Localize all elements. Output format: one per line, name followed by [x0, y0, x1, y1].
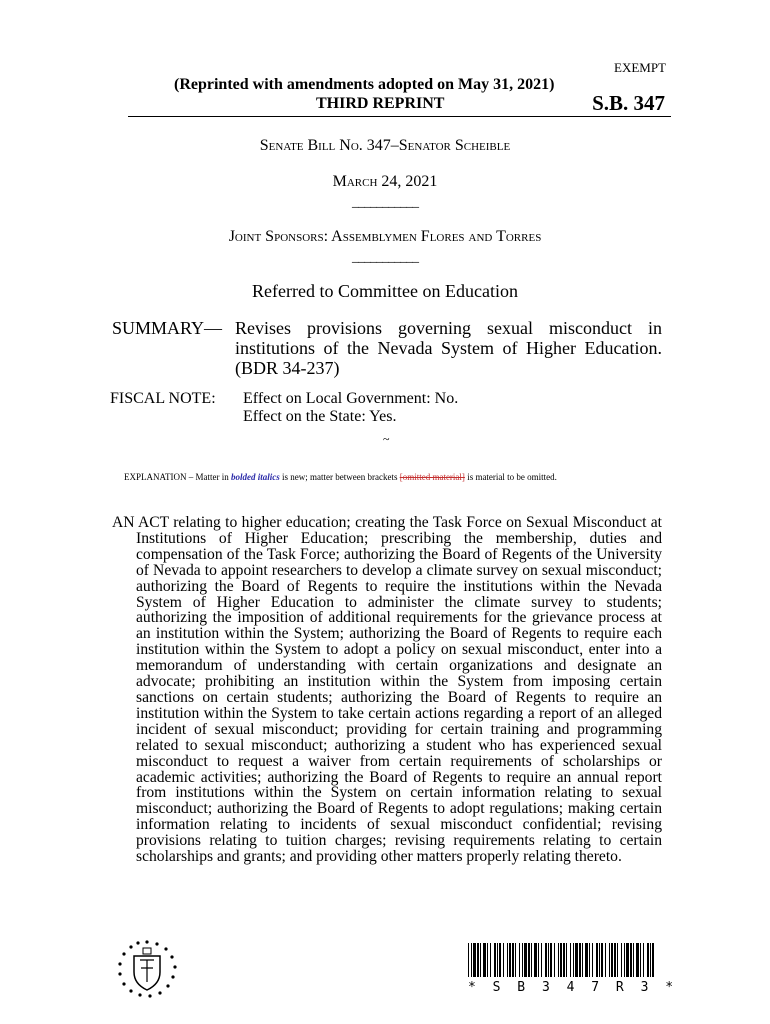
barcode-bar — [471, 943, 472, 977]
barcode-bar — [643, 943, 644, 977]
barcode-bar — [473, 943, 476, 977]
reprint-note: (Reprinted with amendments adopted on May 31, 2021) — [174, 76, 555, 93]
barcode-bar — [560, 943, 562, 977]
fiscal-label: FISCAL NOTE: — [110, 390, 216, 407]
explanation — [124, 472, 557, 482]
barcode-bar — [558, 943, 559, 977]
barcode-bar — [483, 943, 486, 977]
separator-2: ___________ — [352, 250, 418, 265]
barcode-bar — [512, 943, 514, 977]
barcode-bar — [596, 943, 598, 977]
bill-date: March 24, 2021 — [332, 173, 438, 190]
barcode-bar — [611, 943, 613, 977]
header-rule — [128, 116, 671, 117]
barcode-bar — [640, 943, 641, 977]
barcode-bar — [550, 943, 552, 977]
barcode-bar — [579, 943, 581, 977]
summary-label: SUMMARY— — [112, 318, 223, 338]
barcode-text: * S B 3 4 7 R 3 * — [468, 980, 678, 995]
exempt-label: EXEMPT — [614, 60, 666, 75]
reprint-label: THIRD REPRINT — [316, 95, 445, 112]
fiscal-local: Effect on Local Government: No. — [243, 390, 459, 407]
barcode-bar — [528, 943, 530, 977]
barcode-bar — [545, 943, 547, 977]
explanation-bold-italic: bolded italics — [231, 472, 280, 482]
explanation-prefix: EXPLANATION – Matter in — [124, 472, 231, 482]
barcode-bar — [541, 943, 542, 977]
barcode-bar — [599, 943, 600, 977]
barcode-bar — [624, 943, 625, 977]
barcode-bar — [605, 943, 606, 977]
barcode-bar — [563, 943, 565, 977]
barcode-bar — [497, 943, 498, 977]
barcode-bar — [534, 943, 537, 977]
barcode-bar — [554, 943, 555, 977]
barcode-bar — [522, 943, 523, 977]
barcode-bar — [487, 943, 488, 977]
barcode-bar — [609, 943, 610, 977]
barcode-bar — [570, 943, 571, 977]
barcode-bar — [538, 943, 539, 977]
explanation-middle: is new; matter between brackets — [279, 472, 400, 482]
explanation-suffix: is material to be omitted. — [464, 472, 557, 482]
tilde-divider: ~ — [383, 432, 390, 446]
barcode-bar — [494, 943, 496, 977]
joint-sponsors: Joint Sponsors: Assemblymen Flores and Torres — [228, 228, 542, 245]
barcode-bar — [652, 943, 654, 977]
barcode-bar — [626, 943, 629, 977]
barcode-bar — [650, 943, 651, 977]
fiscal-state: Effect on the State: Yes. — [243, 408, 397, 425]
barcode-bar — [621, 943, 622, 977]
bill-code: S.B. 347 — [592, 91, 665, 115]
barcode-bar — [575, 943, 578, 977]
barcode-bar — [507, 943, 508, 977]
separator-1: ___________ — [352, 195, 418, 210]
barcode-bar — [630, 943, 632, 977]
barcode-bar — [548, 943, 549, 977]
barcode-bar — [566, 943, 567, 977]
barcode-bar — [582, 943, 583, 977]
barcode-bar — [601, 943, 603, 977]
barcode-bar — [531, 943, 532, 977]
bill-title: Senate Bill No. 347–Senator Scheible — [259, 137, 511, 154]
barcode-bar — [585, 943, 588, 977]
barcode-bar — [614, 943, 616, 977]
barcode — [468, 943, 658, 977]
barcode-bar — [592, 943, 593, 977]
explanation-omitted: [omitted material] — [399, 472, 465, 482]
barcode-bar — [519, 943, 520, 977]
barcode-bar — [499, 943, 501, 977]
barcode-bar — [589, 943, 590, 977]
barcode-bar — [633, 943, 634, 977]
barcode-bar — [573, 943, 574, 977]
barcode-bar — [468, 943, 469, 977]
barcode-bar — [636, 943, 639, 977]
barcode-bar — [490, 943, 491, 977]
barcode-bar — [647, 943, 649, 977]
barcode-bar — [509, 943, 511, 977]
barcode-bar — [524, 943, 527, 977]
referred-committee: Referred to Committee on Education — [252, 281, 518, 301]
barcode-bar — [617, 943, 618, 977]
barcode-bar — [503, 943, 504, 977]
barcode-bar — [480, 943, 481, 977]
nevada-seal-icon — [110, 938, 184, 1000]
barcode-bar — [477, 943, 479, 977]
barcode-bar — [515, 943, 516, 977]
summary-text: Revises provisions governing sexual misconduct in institutions of the Nevada System of Higher Education. (BDR 34-237) — [235, 318, 662, 378]
act-text: AN ACT relating to higher education; creating the Task Force on Sexual Misconduct at Institutions of Higher Education; prescribing the membership, duties and compensation of the Task Force; authorizing the Board of Regents of the University of Nevada to appoint researchers to develop a climate survey on sexual misconduct; authorizing the Board of Regents to require the institutions within the Nevada System of Higher Education to administer the climate survey to students; authorizing the imposition of additional requirements for the grievance process at an institution within the System; authorizing the Board of Regents to require each institution within the System to adopt a policy on sexual misconduct, enter into a memorandum of understanding with certain organizations and designate an advocate; prohibiting an institution within the System from imposing certain sanctions on certain students; authorizing the Board of Regents to require an institution within the System to take certain actions regarding a report of an alleged incident of sexual misconduct; providing for certain training and programming related to sexual misconduct; authorizing a student who has experienced sexual misconduct to request a waiver from certain requirements of scholarships or academic activities; authorizing the Board of Regents to require an annual report from institutions within the System on certain information relating to sexual misconduct; authorizing the Board of Regents to adopt regulations; making certain information relating to incidents of sexual misconduct confidential; revising provisions relating to tuition charges; revising requirements relating to certain scholarships and grants; and providing other matters properly relating thereto. — [112, 514, 662, 866]
